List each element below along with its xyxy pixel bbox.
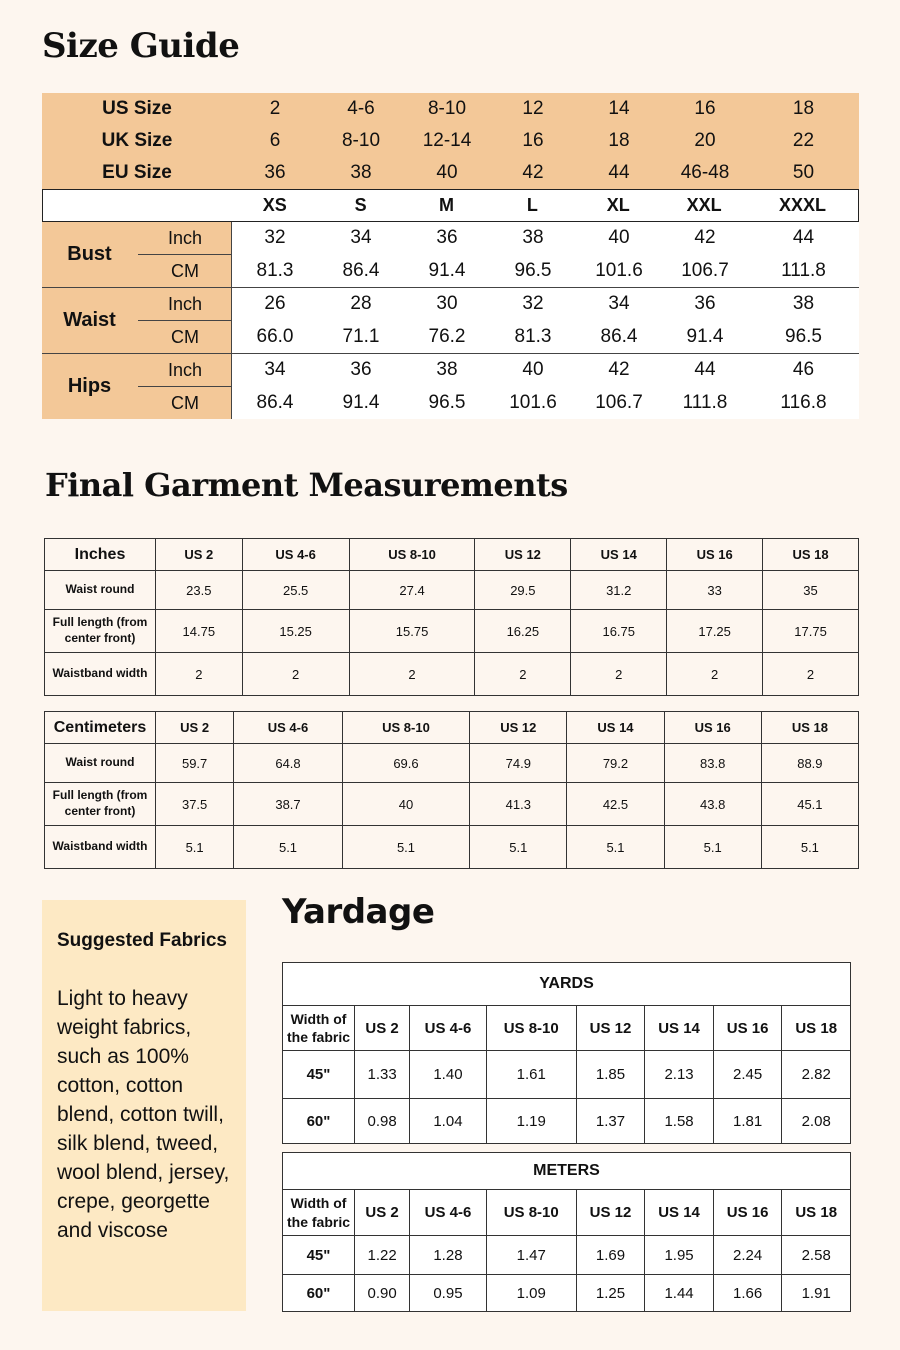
fabric-width: 60" (283, 1099, 355, 1144)
width-of-fabric-label (283, 1006, 355, 1051)
us-size-row (42, 93, 859, 125)
row-label: Waist round (45, 571, 156, 610)
bust-cm-value: 81.3 (256, 259, 294, 281)
hips-cm-value: 96.5 (428, 391, 466, 413)
row-label-line: Full length (from (52, 788, 148, 803)
eu-size-value: 36 (264, 162, 286, 183)
table-row (283, 1051, 851, 1099)
hips-cm-value: 101.6 (509, 391, 557, 413)
cell-value: 2.13 (645, 1051, 714, 1099)
letter-size: S (354, 195, 367, 215)
bust-cm-value: 96.5 (514, 259, 552, 281)
bust-inch-value: 40 (608, 227, 630, 249)
yardage-yards-table (282, 962, 851, 1144)
cell-value: 5.1 (470, 826, 567, 869)
hips-inch-row (232, 354, 859, 387)
cell-value: 74.9 (470, 744, 567, 783)
row-label-line: center front) (64, 804, 136, 818)
cm-unit-label: CM (171, 393, 199, 413)
waist-values (232, 288, 859, 353)
us-size-value: 12 (522, 98, 544, 119)
size-header: US 14 (645, 1190, 714, 1236)
cm-unit-label: CM (171, 261, 199, 281)
bust-inch-value: 32 (264, 227, 286, 249)
row-label: Waistband width (45, 826, 156, 869)
cell-value: 5.1 (567, 826, 664, 869)
cell-value: 5.1 (664, 826, 761, 869)
hips-cm-value: 111.8 (682, 391, 728, 413)
size-header: US 12 (576, 1190, 645, 1236)
cell-value: 1.44 (645, 1275, 714, 1312)
bust-inch-value: 42 (694, 227, 716, 249)
size-header: US 12 (470, 712, 567, 744)
letter-size: M (438, 195, 454, 215)
suggested-fabrics-heading: Suggested Fabrics (57, 930, 227, 951)
cell-value: 1.40 (410, 1051, 487, 1099)
size-header: US 14 (571, 539, 667, 571)
cell-value: 1.61 (486, 1051, 576, 1099)
cell-value: 14.75 (156, 610, 243, 653)
cell-value: 45.1 (761, 783, 858, 826)
bust-cm-value: 106.7 (681, 259, 729, 281)
uk-size-value: 22 (792, 130, 815, 151)
us-size-value: 8-10 (427, 98, 467, 119)
cell-value: 1.91 (782, 1275, 851, 1312)
waist-cm-value: 71.1 (342, 325, 380, 347)
bust-cm-value: 91.4 (428, 259, 466, 281)
table-title-row (283, 1153, 851, 1190)
size-header: US 18 (782, 1006, 851, 1051)
width-of-fabric-label (283, 1190, 355, 1236)
eu-size-value: 44 (608, 162, 630, 183)
cell-value: 2 (763, 653, 859, 696)
cell-value: 1.58 (645, 1099, 714, 1144)
letter-size: XL (606, 195, 630, 215)
waist-cm-value: 76.2 (428, 325, 466, 347)
table-header-row (45, 539, 859, 571)
eu-size-value: 38 (350, 162, 372, 183)
cell-value: 27.4 (349, 571, 475, 610)
cell-value: 2 (475, 653, 571, 696)
size-header: US 14 (645, 1006, 714, 1051)
size-conversion-block (42, 93, 859, 189)
waist-inch-value: 28 (350, 293, 372, 315)
waist-inch-row (232, 288, 859, 321)
fabric-width: 60" (283, 1275, 355, 1312)
width-label-line: the fabric (286, 1029, 350, 1045)
hips-inch-value: 46 (792, 359, 815, 381)
cell-value: 2.82 (782, 1051, 851, 1099)
cell-value: 88.9 (761, 744, 858, 783)
size-header: US 8-10 (342, 712, 469, 744)
fabric-width: 45" (283, 1236, 355, 1275)
inch-unit-label: Inch (167, 294, 203, 314)
cell-value: 23.5 (156, 571, 243, 610)
centimeters-label: Centimeters (45, 712, 156, 744)
size-header: US 4-6 (234, 712, 343, 744)
hips-inch-value: 34 (264, 359, 286, 381)
cell-value: 79.2 (567, 744, 664, 783)
cell-value: 1.81 (713, 1099, 782, 1144)
cell-value: 5.1 (342, 826, 469, 869)
cell-value: 1.09 (486, 1275, 576, 1312)
cell-value: 0.90 (355, 1275, 410, 1312)
table-header-row (283, 1006, 851, 1051)
yardage-title: Yardage (282, 892, 435, 932)
hips-cm-value: 106.7 (595, 391, 643, 413)
hips-label-block (42, 354, 232, 419)
us-size-label: US Size (102, 98, 172, 119)
hips-inch-value: 36 (350, 359, 372, 381)
waist-cm-value: 86.4 (600, 325, 638, 347)
cell-value: 17.25 (667, 610, 763, 653)
waist-cm-value: 96.5 (785, 325, 822, 347)
size-header: US 16 (667, 539, 763, 571)
size-header: US 2 (355, 1190, 410, 1236)
cell-value: 0.98 (355, 1099, 410, 1144)
eu-size-row (42, 157, 859, 189)
inch-unit-label: Inch (167, 360, 203, 380)
hips-values (232, 354, 859, 419)
cell-value: 5.1 (234, 826, 343, 869)
us-size-value: 4-6 (347, 98, 375, 119)
letter-size: XXL (686, 195, 722, 215)
row-label (45, 610, 156, 653)
cell-value: 2.24 (713, 1236, 782, 1275)
uk-size-row (42, 125, 859, 157)
uk-size-value: 6 (269, 130, 281, 151)
table-header-row (45, 712, 859, 744)
cell-value: 17.75 (763, 610, 859, 653)
width-label-line: the fabric (286, 1213, 350, 1230)
cell-value: 1.28 (410, 1236, 487, 1275)
hips-inch-value: 38 (436, 359, 458, 381)
waist-inch-value: 38 (792, 293, 815, 315)
inch-unit-label: Inch (167, 228, 203, 248)
cell-value: 33 (667, 571, 763, 610)
bust-values (232, 222, 859, 287)
bust-group (42, 222, 859, 288)
suggested-fabrics-text: Light to heavy weight fabrics, such as 100% cotton, cotton blend, cotton twill, silk blend, tweed, wool blend, jersey, crepe, georgette and viscose (57, 987, 230, 1242)
cell-value: 5.1 (761, 826, 858, 869)
uk-size-value: 16 (522, 130, 544, 151)
letter-size: L (526, 195, 538, 215)
hips-group (42, 354, 859, 419)
size-header: US 2 (355, 1006, 410, 1051)
row-label: Waistband width (45, 653, 156, 696)
row-label (45, 783, 156, 826)
cell-value: 1.19 (486, 1099, 576, 1144)
table-title-row (283, 963, 851, 1006)
cell-value: 31.2 (571, 571, 667, 610)
cell-value: 42.5 (567, 783, 664, 826)
table-row (45, 653, 859, 696)
cell-value: 1.25 (576, 1275, 645, 1312)
cell-value: 59.7 (156, 744, 234, 783)
size-header: US 2 (156, 712, 234, 744)
waist-cm-value: 81.3 (514, 325, 552, 347)
uk-size-value: 20 (694, 130, 716, 151)
cell-value: 2 (667, 653, 763, 696)
cell-value: 83.8 (664, 744, 761, 783)
table-row (45, 571, 859, 610)
row-label: Waist round (45, 744, 156, 783)
us-size-value: 16 (694, 98, 716, 119)
size-header: US 14 (567, 712, 664, 744)
cell-value: 1.22 (355, 1236, 410, 1275)
bust-cm-value: 111.8 (781, 259, 826, 281)
eu-size-value: 40 (436, 162, 458, 183)
yards-label: YARDS (283, 963, 851, 1006)
cell-value: 43.8 (664, 783, 761, 826)
us-size-value: 2 (269, 98, 281, 119)
size-header: US 18 (782, 1190, 851, 1236)
cell-value: 35 (763, 571, 859, 610)
cell-value: 1.37 (576, 1099, 645, 1144)
hips-inch-value: 40 (522, 359, 544, 381)
waist-inch-value: 32 (522, 293, 544, 315)
size-header: US 16 (713, 1190, 782, 1236)
size-header: US 4-6 (410, 1190, 487, 1236)
size-header: US 2 (156, 539, 243, 571)
cell-value: 1.66 (713, 1275, 782, 1312)
cell-value: 15.75 (349, 610, 475, 653)
cell-value: 37.5 (156, 783, 234, 826)
cell-value: 15.25 (242, 610, 349, 653)
bust-cm-value: 101.6 (595, 259, 643, 281)
cell-value: 2 (242, 653, 349, 696)
table-row (283, 1099, 851, 1144)
letter-size: XS (262, 195, 287, 215)
size-header: US 8-10 (486, 1190, 576, 1236)
uk-size-label: UK Size (101, 130, 173, 151)
cell-value: 29.5 (475, 571, 571, 610)
waist-inch-value: 36 (694, 293, 716, 315)
waist-cm-value: 66.0 (256, 325, 294, 347)
garment-inches-table (44, 538, 859, 696)
cell-value: 16.75 (571, 610, 667, 653)
letter-size: XXXL (779, 195, 827, 215)
cell-value: 69.6 (342, 744, 469, 783)
row-label-line: center front) (64, 631, 136, 645)
cell-value: 25.5 (242, 571, 349, 610)
waist-inch-value: 34 (608, 293, 630, 315)
size-header: US 4-6 (410, 1006, 487, 1051)
table-row (45, 744, 859, 783)
cell-value: 1.33 (355, 1051, 410, 1099)
garment-centimeters-table (44, 711, 859, 869)
hips-cm-value: 86.4 (256, 391, 294, 413)
size-guide-title: Size Guide (42, 26, 240, 66)
letter-size-row (42, 189, 859, 222)
cell-value: 1.47 (486, 1236, 576, 1275)
bust-inch-value: 38 (522, 227, 544, 249)
bust-label: Bust (67, 243, 112, 265)
cell-value: 2 (156, 653, 243, 696)
garment-measurements-title: Final Garment Measurements (45, 466, 568, 504)
eu-size-label: EU Size (102, 162, 172, 183)
table-row (45, 783, 859, 826)
bust-label-block (42, 222, 232, 287)
cell-value: 5.1 (156, 826, 234, 869)
size-header: US 16 (664, 712, 761, 744)
cell-value: 41.3 (470, 783, 567, 826)
hips-label: Hips (67, 375, 112, 397)
cm-unit-label: CM (171, 327, 199, 347)
size-header: US 18 (763, 539, 859, 571)
table-row (283, 1236, 851, 1275)
eu-size-value: 50 (792, 162, 815, 183)
waist-cm-value: 91.4 (686, 325, 724, 347)
yardage-meters-table (282, 1152, 851, 1312)
cell-value: 0.95 (410, 1275, 487, 1312)
waist-group (42, 288, 859, 354)
hips-inch-value: 42 (608, 359, 630, 381)
waist-inch-value: 30 (436, 293, 458, 315)
waist-label-block (42, 288, 232, 353)
uk-size-value: 8-10 (341, 130, 381, 151)
cell-value: 64.8 (234, 744, 343, 783)
bust-inch-value: 34 (350, 227, 372, 249)
hips-inch-value: 44 (694, 359, 716, 381)
size-header: US 18 (761, 712, 858, 744)
table-row (283, 1275, 851, 1312)
eu-size-value: 46-48 (680, 162, 730, 183)
bust-cm-value: 86.4 (342, 259, 380, 281)
suggested-fabrics-panel (42, 900, 246, 1311)
bust-inch-value: 44 (792, 227, 815, 249)
size-header: US 8-10 (486, 1006, 576, 1051)
waist-inch-value: 26 (264, 293, 286, 315)
hips-cm-row (232, 387, 859, 420)
cell-value: 40 (342, 783, 469, 826)
uk-size-value: 12-14 (422, 130, 472, 151)
cell-value: 2 (349, 653, 475, 696)
eu-size-value: 42 (522, 162, 544, 183)
bust-cm-row (232, 255, 859, 288)
waist-label: Waist (63, 309, 116, 331)
size-header: US 12 (475, 539, 571, 571)
cell-value: 1.04 (410, 1099, 487, 1144)
cell-value: 2.08 (782, 1099, 851, 1144)
cell-value: 2.58 (782, 1236, 851, 1275)
waist-cm-row (232, 321, 859, 354)
uk-size-value: 18 (608, 130, 630, 151)
bust-inch-row (232, 222, 859, 255)
table-header-row (283, 1190, 851, 1236)
meters-label: METERS (283, 1153, 851, 1190)
bust-inch-value: 36 (436, 227, 458, 249)
size-header: US 12 (576, 1006, 645, 1051)
us-size-value: 18 (792, 98, 815, 119)
cell-value: 1.95 (645, 1236, 714, 1275)
cell-value: 38.7 (234, 783, 343, 826)
size-header: US 4-6 (242, 539, 349, 571)
cell-value: 16.25 (475, 610, 571, 653)
fabric-width: 45" (283, 1051, 355, 1099)
hips-cm-value: 91.4 (342, 391, 380, 413)
table-row (45, 826, 859, 869)
cell-value: 2.45 (713, 1051, 782, 1099)
width-label-line: Width of (290, 1195, 347, 1212)
inches-label: Inches (45, 539, 156, 571)
size-header: US 8-10 (349, 539, 475, 571)
cell-value: 2 (571, 653, 667, 696)
row-label-line: Full length (from (52, 615, 148, 630)
size-header: US 16 (713, 1006, 782, 1051)
table-row (45, 610, 859, 653)
cell-value: 1.85 (576, 1051, 645, 1099)
body-measurements (42, 222, 859, 419)
hips-cm-value: 116.8 (780, 391, 827, 413)
cell-value: 1.69 (576, 1236, 645, 1275)
us-size-value: 14 (608, 98, 630, 119)
width-label-line: Width of (290, 1010, 347, 1027)
